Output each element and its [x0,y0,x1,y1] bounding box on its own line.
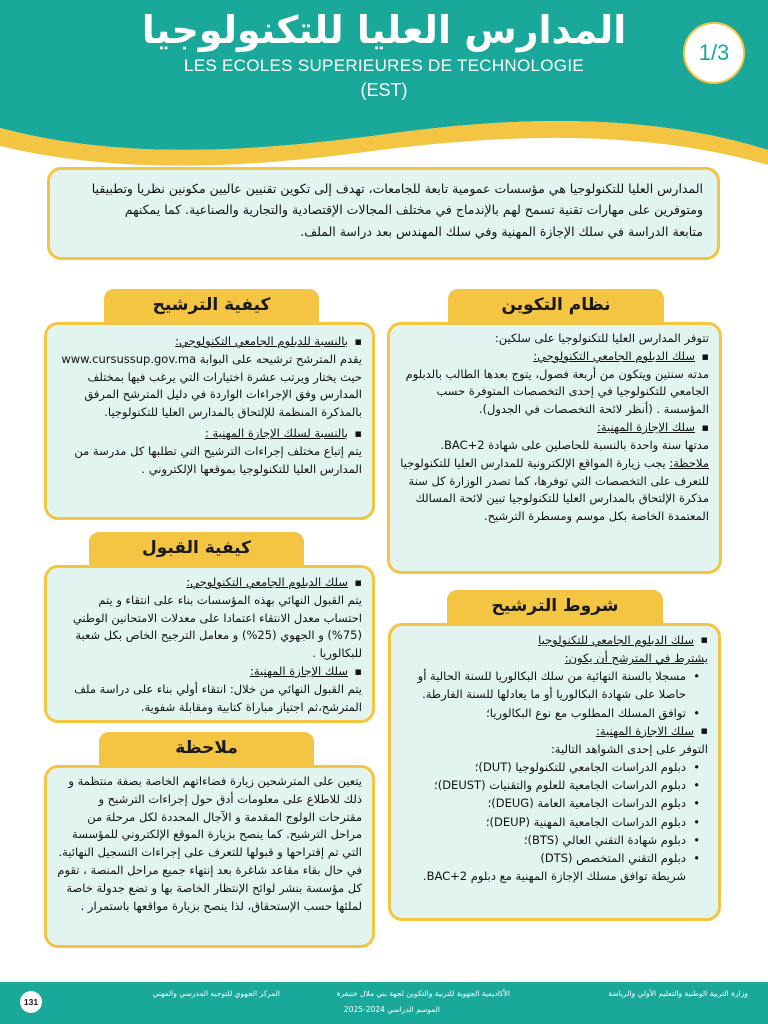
application-lp-text: يتم إتباع مختلف إجراءات الترشيح التي تطلبها كل مدرسة من المدارس العليا للتكنولوجيا بموقعها الإلكتروني . [74,443,362,476]
admission-lp-text: يتم القبول النهائي من خلال: انتقاء أولي بناء على دراسة ملف المترشح،ثم اجتياز مباراة كتابية ومقابلة شفوية. [74,681,362,714]
training-box [387,322,722,574]
list-item: • دبلوم الدراسات الجامعية العامة (DEUG)؛ [401,794,708,812]
page-title-french: LES ECOLES SUPERIEURES DE TECHNOLOGIE [183,56,584,75]
training-lp-title: سلك الإجازة المهنية: [596,420,695,435]
list-item: • توافق المسلك المطلوب مع نوع البكالوريا؛ [401,704,708,722]
training-note-label: ملاحظة: [669,455,709,470]
conditions-lp-footer: شريطة توافق مسلك الإجازة المهنية مع دبلوم BAC+2. [422,869,686,884]
training-intro: تتوفر المدارس العليا للتكنولوجيا على سلكين: [494,331,709,345]
footer-center: المركز الجهوي للتوجيه المدرسي والمهني [152,989,280,998]
list-item [57,333,362,351]
application-dut-text: يقدم المترشح ترشيحه على البوابة www.cursussup.gov.ma حيث يختار ويرتب عشرة اختيارات التي يرغب فيها بمختلف المدارس وفق الإجراءات الواردة في دليل المترشح المرفق بالمذكرة المنظمة للإلتحاق بالمدارس العليا للتكنولوجيا. [61,351,362,420]
conditions-dut-sub: يشترط في المترشح أن يكون: [564,651,708,666]
intro-line: ومتوفرين على مهارات تقنية تسمح لهم بالإندماج في مختلف المجالات الإقتصادية والتجارية والصناعية. كما يمكنهم [124,202,703,218]
section-tab-conditions: شروط الترشيح [447,590,663,623]
page-indicator: 1/3 [683,22,745,84]
application-lp-title: بالنسبة لسلك الإجازة المهنية : [204,426,348,441]
page-title-abbreviation: (EST) [360,80,408,100]
conditions-lp-title: سلك الاجازة المهنية: [595,723,694,738]
list-item [57,425,362,443]
conditions-box [388,623,721,921]
list-item: • دبلوم الدراسات الجامعية للعلوم والتقنيات (DEUST)؛ [401,776,708,794]
intro-line: المدارس العليا للتكنولوجيا هي مؤسسات عمومية تابعة للجامعات، تهدف إلى تكوين تقنيين عاليين مكونين نظريا وتطبيقيا [91,181,703,196]
list-item [57,574,362,592]
training-note [400,455,709,526]
footer-academy: الأكاديمية الجهوية للتربية والتكوين لجهة بني ملال خنيفرة [336,989,510,998]
admission-box [44,565,375,723]
section-tab-training: نظام التكوين [448,289,664,322]
list-item: • دبلوم شهادة التقني العالي (BTS)؛ [401,831,708,849]
intro-line: متابعة الدراسة في سلك الإجازة المهنية وفي سلك المهندس بعد دراسة الملف. [300,223,703,239]
list-item: • مسجلا بالسنة النهائية من سلك البكالوريا للسنة الحالية أو حاصلا على شهادة البكالوريا أو ما يعادلها للسنة الفارطة. [401,667,708,703]
intro-box [47,167,720,260]
note-text: يتعين على المترشحين زيارة فضاءاتهم الخاصة بصفة منتظمة و ذلك للاطلاع على معلومات أدق حول إجراءات الترشيح و مقترحات الولوج المقدمة و الآجال المحددة لكل مرحلة من مراحل الترشيح. كما ينصح بزيارة الموقع الإلكتروني للمؤسسة التي تم إقتراحها و قبولها للتعرف على إجراءات التسجيل النهائية. في حال بقاء مقاعد شاغرة بعد إنتهاء جميع مراحل المنصة ، تقوم كل مؤسسة بنشر لوائح الإنتظار الخاصة بها و تضع جدولة خاصة لملئها حسب الإستحقاق، لذا ينصح بزيارة مواقعها باستمرار . [57,774,362,913]
training-lp-text: مدتها سنة واحدة بالنسبة للحاصلين على شهادة BAC+2. [440,437,709,452]
admission-lp-title: سلك الإجازة المهنية: [249,664,348,679]
page-title-arabic: المدارس العليا للتكنولوجيا [141,8,627,52]
footer-ministry: وزارة التربية الوطنية والتعليم الأولي والرياضة [608,989,748,998]
application-dut-title: بالنسبة للدبلوم الجامعي التكنولوجي: [175,334,348,348]
training-dut-title: سلك الدبلوم الجامعي التكنولوجي: [533,348,695,363]
list-item [400,348,709,366]
note-box [44,765,375,948]
list-item: • دبلوم الدراسات الجامعي للتكنولوجيا (DUT)؛ [401,758,708,776]
training-note-text: يجب زيارة المواقع الإلكترونية للمدارس العليا للتكنولوجيا للتعرف على التخصصات التي توفرها، كما تصدر الوزارة كل سنة مذكرة الإلتحاق بالمدارس العليا للتكنولوجيا تبين لائحة المسالك المعتمدة الخاصة بكل موسم ومسطرة الترشيح. [400,455,709,524]
list-item [400,419,709,437]
list-item: • دبلوم الدراسات الجامعية المهنية (DEUP)؛ [401,813,708,831]
list-item [57,663,362,681]
training-dut-text: مدته سنتين ويتكون من أربعة فصول، يتوج بعدها الطالب بالدبلوم الجامعي للتكنولوجيا في إحدى التخصصات المتوفرة حسب المؤسسة . (أنظر لائحة التخصصات في الجدول). [405,366,709,417]
conditions-dut-title: سلك الدبلوم الجامعي للتكنولوجيا [538,633,694,647]
list-item [401,722,708,740]
section-tab-application: كيفية الترشيح [104,289,319,322]
list-item: • دبلوم التقني المتخصص (DTS) [401,849,708,867]
list-item [401,631,708,649]
section-tab-note: ملاحظة [99,732,314,765]
application-box [44,322,375,520]
conditions-lp-sub: التوفر على إحدى الشواهد التالية: [550,741,708,756]
admission-dut-text: يتم القبول النهائي بهذه المؤسسات بناء على انتقاء و يتم احتساب معدل الانتقاء اعتمادا على معدلات الامتحانين الوطني (75%) و الجهوي (25%) و معامل الترجيح الخاص بكل شعبة للبكالوريا . [72,592,362,661]
admission-dut-title: سلك الدبلوم الجامعي التكنولوجي: [186,575,348,589]
footer-season: الموسم الدراسي 2024-2025 [343,1005,440,1014]
page-number: 131 [20,991,42,1013]
section-tab-admission: كيفية القبول [89,532,304,565]
